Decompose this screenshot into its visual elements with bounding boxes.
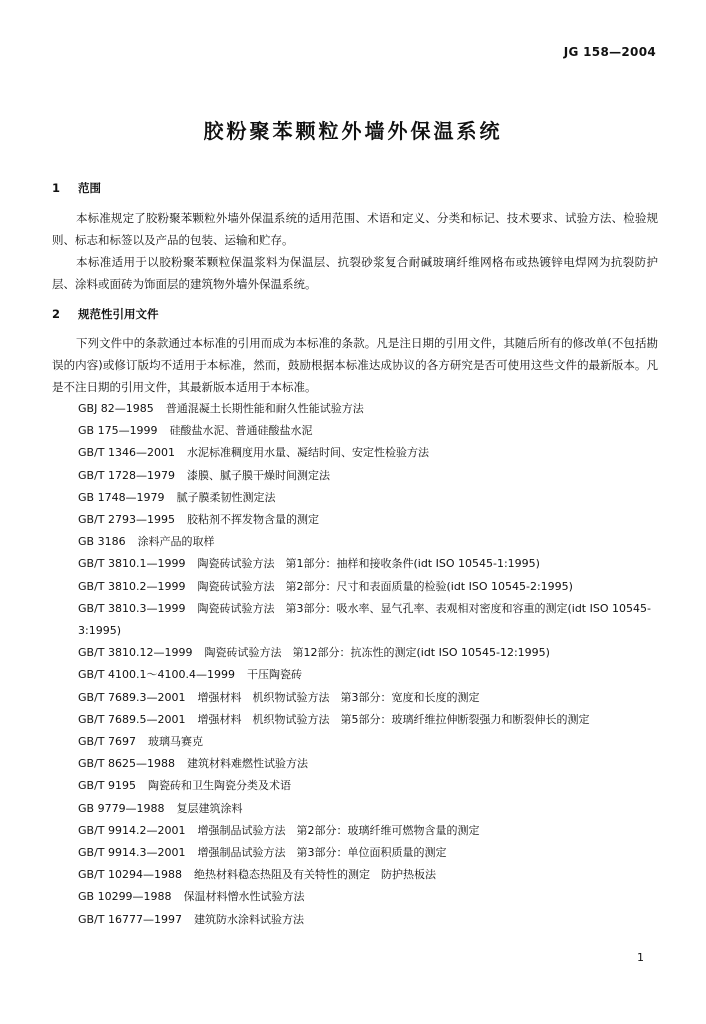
reference-item bbox=[52, 509, 658, 531]
section-number: 1 bbox=[52, 181, 61, 195]
section-number: 2 bbox=[52, 307, 61, 321]
reference-item bbox=[52, 775, 658, 797]
reference-title: 陶瓷砖试验方法 第3部分：吸水率、显气孔率、表观相对密度和容重的测定(idt ISO 10545-3:1995) bbox=[78, 601, 651, 638]
reference-code: GB/T 7697 bbox=[78, 735, 136, 749]
reference-code: GB 9779—1988 bbox=[78, 801, 165, 815]
reference-code: GB/T 9195 bbox=[78, 779, 136, 793]
reference-item bbox=[52, 731, 658, 753]
reference-code: GB/T 1346—2001 bbox=[78, 446, 175, 460]
reference-title: 增强制品试验方法 第2部分：玻璃纤维可燃物含量的测定 bbox=[197, 823, 480, 837]
reference-item bbox=[52, 886, 658, 908]
reference-title: 陶瓷砖试验方法 第12部分：抗冻性的测定(idt ISO 10545-12:1995) bbox=[204, 646, 550, 660]
reference-title: 建筑材料难燃性试验方法 bbox=[186, 757, 308, 771]
reference-item bbox=[52, 687, 658, 709]
reference-code: GB/T 3810.3—1999 bbox=[78, 601, 186, 615]
reference-title: 绝热材料稳态热阻及有关特性的测定 防护热板法 bbox=[193, 868, 436, 882]
reference-item bbox=[52, 487, 658, 509]
reference-title: 腻子膜柔韧性测定法 bbox=[176, 490, 276, 504]
reference-list bbox=[52, 398, 658, 931]
reference-title: 增强制品试验方法 第3部分：单位面积质量的测定 bbox=[197, 846, 447, 860]
reference-item bbox=[52, 531, 658, 553]
reference-code: GB/T 2793—1995 bbox=[78, 513, 175, 527]
standard-number: JG 158—2004 bbox=[563, 45, 656, 59]
reference-code: GB 10299—1988 bbox=[78, 890, 172, 904]
reference-title: 建筑防水涂料试验方法 bbox=[193, 912, 304, 926]
reference-item bbox=[52, 398, 658, 420]
reference-item bbox=[52, 465, 658, 487]
scope-paragraph-2: 本标准适用于以胶粉聚苯颗粒保温浆料为保温层、抗裂砂浆复合耐碱玻璃纤维网格布或热镀锌电焊网为抗裂防护层、涂料或面砖为饰面层的建筑物外墙外保温系统。 bbox=[52, 255, 658, 291]
reference-code: GB/T 8625—1988 bbox=[78, 757, 175, 771]
reference-code: GB/T 9914.3—2001 bbox=[78, 846, 186, 860]
reference-item bbox=[52, 576, 658, 598]
reference-code: GB/T 3810.2—1999 bbox=[78, 579, 186, 593]
reference-code: GB 1748—1979 bbox=[78, 490, 165, 504]
reference-title: 硅酸盐水泥、普通硅酸盐水泥 bbox=[169, 424, 313, 438]
reference-code: GB/T 3810.1—1999 bbox=[78, 557, 186, 571]
reference-title: 水泥标准稠度用水量、凝结时间、安定性检验方法 bbox=[186, 446, 429, 460]
page-number: 1 bbox=[637, 951, 644, 964]
reference-item bbox=[52, 820, 658, 842]
document-title: 胶粉聚苯颗粒外墙外保温系统 bbox=[203, 119, 503, 143]
reference-title: 陶瓷砖和卫生陶瓷分类及术语 bbox=[148, 779, 291, 793]
reference-code: GB/T 7689.3—2001 bbox=[78, 690, 186, 704]
section-heading-scope bbox=[52, 180, 101, 196]
reference-item bbox=[52, 842, 658, 864]
reference-item bbox=[52, 709, 658, 731]
reference-item bbox=[52, 598, 658, 642]
reference-title: 漆膜、腻子膜干燥时间测定法 bbox=[186, 468, 330, 482]
reference-title: 陶瓷砖试验方法 第1部分：抽样和接收条件(idt ISO 10545-1:1995) bbox=[197, 557, 540, 571]
reference-item bbox=[52, 664, 658, 686]
reference-code: GB 175—1999 bbox=[78, 424, 158, 438]
section-heading-normative-references bbox=[52, 306, 159, 322]
reference-title: 保温材料憎水性试验方法 bbox=[183, 890, 305, 904]
reference-title: 胶粘剂不挥发物含量的测定 bbox=[186, 513, 319, 527]
reference-code: GB/T 4100.1～4100.4—1999 bbox=[78, 668, 235, 682]
references-intro-paragraph: 下列文件中的条款通过本标准的引用而成为本标准的条款。凡是注日期的引用文件，其随后所有的修改单(不包括勘误的内容)或修订版均不适用于本标准，然而，鼓励根据本标准达成协议的各方研究是否可使用这些文件的最新版本。凡是不注日期的引用文件，其最新版本适用于本标准。 bbox=[52, 336, 658, 394]
reference-code: GB/T 10294—1988 bbox=[78, 868, 182, 882]
reference-item bbox=[52, 864, 658, 886]
reference-code: GB/T 16777—1997 bbox=[78, 912, 182, 926]
reference-title: 涂料产品的取样 bbox=[137, 535, 215, 549]
reference-code: GB/T 3810.12—1999 bbox=[78, 646, 193, 660]
reference-code: GB 3186 bbox=[78, 535, 126, 549]
reference-item bbox=[52, 420, 658, 442]
reference-code: GB/T 1728—1979 bbox=[78, 468, 175, 482]
reference-item bbox=[52, 442, 658, 464]
reference-item bbox=[52, 642, 658, 664]
reference-title: 增强材料 机织物试验方法 第5部分：玻璃纤维拉伸断裂强力和断裂伸长的测定 bbox=[197, 712, 590, 726]
section-title: 规范性引用文件 bbox=[78, 307, 159, 321]
reference-title: 增强材料 机织物试验方法 第3部分：宽度和长度的测定 bbox=[197, 690, 480, 704]
reference-title: 玻璃马赛克 bbox=[148, 735, 203, 749]
reference-code: GB/T 9914.2—2001 bbox=[78, 823, 186, 837]
reference-code: GB/T 7689.5—2001 bbox=[78, 712, 186, 726]
reference-item bbox=[52, 753, 658, 775]
reference-title: 陶瓷砖试验方法 第2部分：尺寸和表面质量的检验(idt ISO 10545-2:1995) bbox=[197, 579, 573, 593]
reference-code: GBJ 82—1985 bbox=[78, 402, 154, 415]
reference-item bbox=[52, 798, 658, 820]
reference-item bbox=[52, 553, 658, 575]
reference-title: 复层建筑涂料 bbox=[176, 801, 243, 815]
reference-title: 干压陶瓷砖 bbox=[246, 668, 302, 682]
reference-title: 普通混凝土长期性能和耐久性能试验方法 bbox=[165, 402, 364, 415]
section-title: 范围 bbox=[78, 181, 102, 195]
reference-item bbox=[52, 909, 658, 931]
scope-paragraph-1: 本标准规定了胶粉聚苯颗粒外墙外保温系统的适用范围、术语和定义、分类和标记、技术要求、试验方法、检验规则、标志和标签以及产品的包装、运输和贮存。 bbox=[52, 211, 658, 247]
